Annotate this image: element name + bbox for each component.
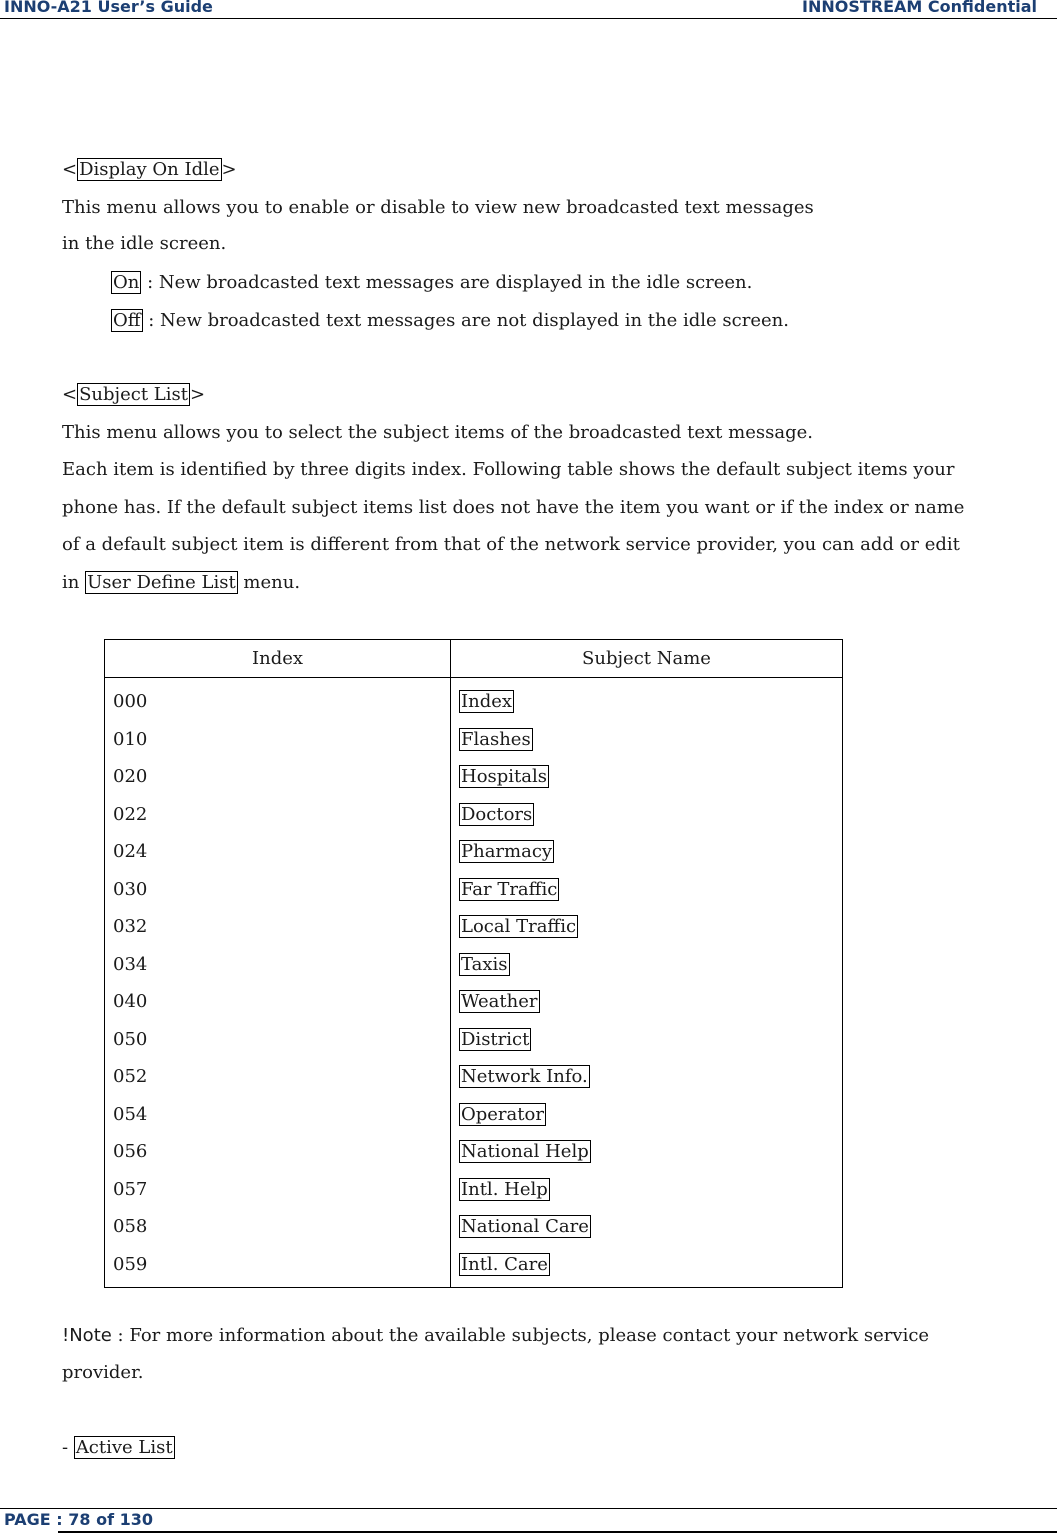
active-list-title: Active List <box>75 1437 173 1458</box>
subject-list-desc-1: This menu allows you to select the subject items of the broadcasted text message. <box>62 422 813 443</box>
subject-name-cell <box>459 871 834 909</box>
subject-name: Pharmacy <box>461 841 553 862</box>
subject-name-cell <box>459 1133 834 1171</box>
subject-name-cell <box>459 1058 834 1096</box>
subject-name: Flashes <box>461 728 531 750</box>
subject-list-title: Subject List <box>79 384 188 405</box>
index-cell: 022 <box>113 803 148 825</box>
subject-list-desc-5 <box>62 571 300 595</box>
display-on-idle-title: Display On Idle <box>79 159 220 180</box>
subject-name: Weather <box>461 991 538 1012</box>
header-confidential: INNOSTREAM Confidential <box>802 0 1037 16</box>
subject-name: Far Traffic <box>461 878 558 900</box>
index-cell: 056 <box>113 1141 148 1162</box>
option-on <box>111 271 752 295</box>
subject-name-cell <box>459 983 834 1021</box>
subject-name: Operator <box>461 1103 544 1125</box>
page-header <box>0 0 1057 19</box>
option-off <box>111 309 789 333</box>
subject-name: National Help <box>461 1141 589 1162</box>
index-cell: 054 <box>113 1103 148 1125</box>
active-list-dash: - <box>62 1437 74 1458</box>
subject-name-cell <box>459 1096 834 1134</box>
active-list-heading <box>62 1436 175 1460</box>
subject-list-heading <box>62 383 205 407</box>
index-cell: 059 <box>113 1253 148 1275</box>
subject-list-desc-3: phone has. If the default subject items list does not have the item you want or if the index or name <box>62 497 965 518</box>
subject-name: National Care <box>461 1216 589 1237</box>
index-cell: 024 <box>113 841 148 862</box>
option-on-desc: : New broadcasted text messages are displayed in the idle screen. <box>141 272 753 293</box>
subject-name: Intl. Care <box>461 1253 548 1275</box>
note-line-1 <box>62 1324 929 1348</box>
display-on-idle-desc-2: in the idle screen. <box>62 233 227 254</box>
option-off-desc: : New broadcasted text messages are not displayed in the idle screen. <box>142 310 789 331</box>
option-off-label: Off <box>113 310 141 331</box>
subject-name-cell <box>459 1021 834 1059</box>
subject-name: Local Traffic <box>461 916 577 937</box>
subject-name-cell <box>459 683 834 721</box>
page-number: PAGE : 78 of 130 <box>4 1510 153 1529</box>
option-on-label: On <box>113 272 140 293</box>
header-doc-title: INNO-A21 User’s Guide <box>4 0 213 16</box>
note-line-2: provider. <box>62 1362 144 1383</box>
user-define-list-ref: User Define List <box>87 572 236 593</box>
subject-name-cell <box>459 833 834 871</box>
subject-name-cell <box>459 1171 834 1209</box>
display-on-idle-heading <box>62 158 237 182</box>
subject-name: Taxis <box>461 953 508 975</box>
desc-5-post: menu. <box>237 572 301 593</box>
subject-name-cell <box>459 946 834 984</box>
subject-name-cell <box>459 796 834 834</box>
index-cell: 032 <box>113 916 148 937</box>
subject-name-cell <box>459 758 834 796</box>
subject-name: Network Info. <box>461 1066 588 1087</box>
desc-5-pre: in <box>62 572 86 593</box>
subject-name-cell <box>459 908 834 946</box>
header-subject-name: Subject Name <box>451 640 843 678</box>
bracket-close: > <box>190 384 206 405</box>
index-cell: 000 <box>113 691 148 712</box>
index-cell: 034 <box>113 953 148 975</box>
subject-name-column <box>451 678 843 1288</box>
subject-list-desc-4: of a default subject item is different from that of the network service provider, you can add or edit <box>62 534 960 555</box>
index-cell: 052 <box>113 1066 148 1087</box>
subject-name-cell <box>459 1208 834 1246</box>
display-on-idle-desc-1: This menu allows you to enable or disable to view new broadcasted text messages <box>62 197 814 218</box>
subject-name: Hospitals <box>461 766 548 787</box>
index-cell: 030 <box>113 878 148 900</box>
subject-name: Index <box>461 691 513 712</box>
index-cell: 040 <box>113 991 148 1012</box>
subject-table <box>104 639 843 1288</box>
index-cell: 058 <box>113 1216 148 1237</box>
footer-rule <box>58 1531 1057 1533</box>
index-column <box>105 678 451 1288</box>
subject-name: Intl. Help <box>461 1178 548 1200</box>
note-text-1: : For more information about the available subjects, please contact your network service <box>111 1325 930 1346</box>
subject-name: District <box>461 1028 530 1050</box>
bracket-close: > <box>221 159 237 180</box>
table-header-row <box>105 640 843 678</box>
table-body-row <box>105 678 843 1288</box>
subject-list-desc-2: Each item is identified by three digits index. Following table shows the default subject items your <box>62 459 955 480</box>
subject-name: Doctors <box>461 803 533 825</box>
index-cell: 050 <box>113 1028 148 1050</box>
index-cell: 010 <box>113 728 148 750</box>
footer-divider <box>0 1508 1057 1509</box>
note-label: !Note <box>62 1325 112 1346</box>
bracket-open: < <box>62 159 78 180</box>
index-cell: 057 <box>113 1178 148 1200</box>
subject-name-cell <box>459 721 834 759</box>
index-cell: 020 <box>113 766 148 787</box>
subject-name-cell <box>459 1246 834 1284</box>
bracket-open: < <box>62 384 78 405</box>
header-index: Index <box>105 640 451 678</box>
